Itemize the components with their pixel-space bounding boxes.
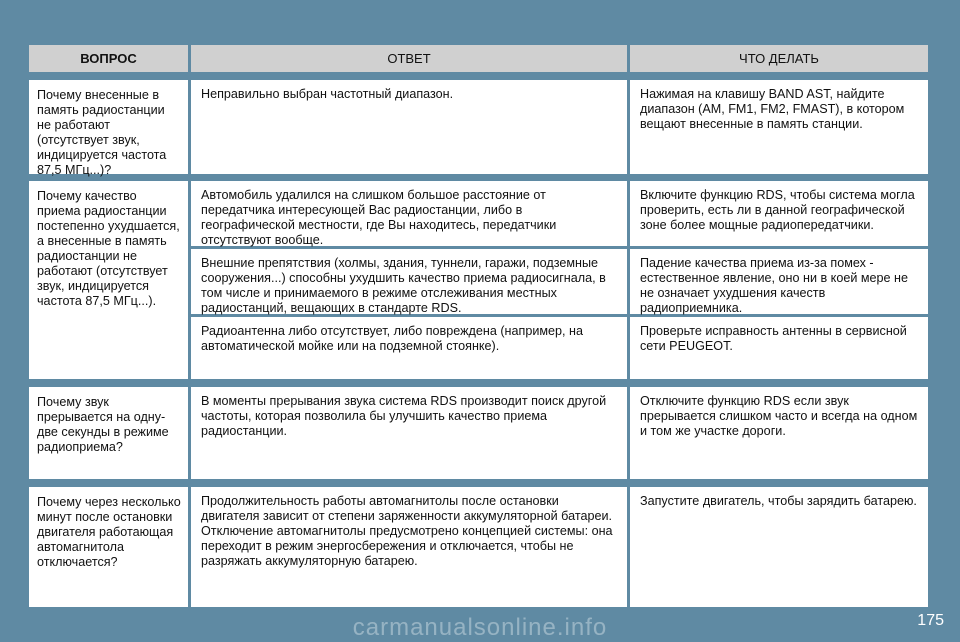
question-cell-3: Почему звук прерывается на одну-две секунды в режиме радиоприема? <box>29 387 188 479</box>
answer-cell-4: Продолжительность работы автомагнитолы после остановки двигателя зависит от степени заряженности аккумуляторной батареи. Отключение автомагнитолы предусмотрено концепцией системы: она переходит в режим энергосбережения и отключается, чтобы не разряжать аккумуляторную батарею. <box>191 487 627 607</box>
answer-cell-1: Неправильно выбран частотный диапазон. <box>191 80 627 174</box>
question-cell-4: Почему через несколько минут после остановки двигателя работающая автомагнитола отключается? <box>29 487 188 607</box>
header-question: ВОПРОС <box>29 45 188 72</box>
watermark: carmanualsonline.info <box>352 614 608 641</box>
answer-cell-2b: Внешние препятствия (холмы, здания, туннели, гаражи, подземные сооружения...) способны ухудшить качество приема радиосигнала, в том числе и принимаемого в режиме отслеживания местных радиостанций, вещающих в стандарте RDS. <box>191 249 627 314</box>
question-cell-2: Почему качество приема радиостанции постепенно ухудшается, а внесенные в память радиостанции не работают (отсутствует звук, индицируется частота 87,5 МГц...). <box>29 181 188 379</box>
page-number: 175 <box>917 612 944 629</box>
action-cell-1: Нажимая на клавишу BAND AST, найдите диапазон (AM, FM1, FM2, FMAST), в котором вещают внесенные в память станции. <box>630 80 928 174</box>
action-cell-2a: Включите функцию RDS, чтобы система могла проверить, есть ли в данной географической зоне более мощные радиопередатчики. <box>630 181 928 246</box>
action-cell-2b: Падение качества приема из-за помех - естественное явление, оно ни в коей мере не не означает ухудшения качеств радиоприемника. <box>630 249 928 314</box>
action-cell-4: Запустите двигатель, чтобы зарядить батарею. <box>630 487 928 607</box>
question-cell-1: Почему внесенные в память радиостанции не работают (отсутствует звук, индицируется частота 87,5 МГц...)? <box>29 80 188 174</box>
action-cell-3: Отключите функцию RDS если звук прерывается слишком часто и всегда на одном и том же участке дороги. <box>630 387 928 479</box>
header-answer: ОТВЕТ <box>191 45 627 72</box>
answer-cell-2a: Автомобиль удалился на слишком большое расстояние от передатчика интересующей Вас радиостанции, либо в географической местности, где Вы находитесь, передатчики отсутствуют вообще. <box>191 181 627 246</box>
answer-cell-3: В моменты прерывания звука система RDS производит поиск другой частоты, которая позволила бы улучшить качество приема радиостанции. <box>191 387 627 479</box>
answer-cell-2c: Радиоантенна либо отсутствует, либо повреждена (например, на автоматической мойке или на подземной стоянке). <box>191 317 627 379</box>
header-action: ЧТО ДЕЛАТЬ <box>630 45 928 72</box>
action-cell-2c: Проверьте исправность антенны в сервисной сети PEUGEOT. <box>630 317 928 379</box>
